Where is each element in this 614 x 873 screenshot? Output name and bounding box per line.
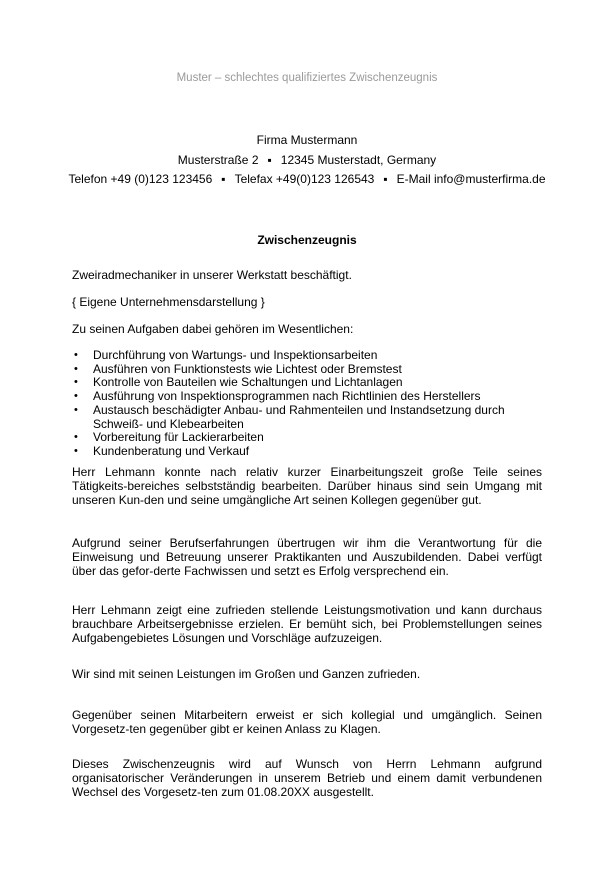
paragraph-2: Aufgrund seiner Berufserfahrungen übertrugen wir ihm die Verantwortung für die Einweisung und Betreuung unserer Praktikanten und Auszubildenden. Dabei verfügt über das gefor-derte Fachwissen und setzt es Erfolg versprechend ein.: [72, 536, 542, 578]
paragraph-5: Gegenüber seinen Mitarbeitern erweist er sich kollegial und umgänglich. Seinen Vorgesetz-ten gegenüber gibt er keinen Anlass zu Klagen.: [72, 708, 542, 736]
bullet-icon: •: [74, 390, 78, 403]
company-placeholder: { Eigene Unternehmensdarstellung }: [72, 295, 265, 309]
list-item: [72, 363, 542, 377]
separator-3: ▪: [383, 172, 388, 186]
list-item: [72, 349, 542, 363]
list-item: [72, 404, 542, 431]
task-text: Vorbereitung für Lackierarbeiten: [93, 430, 264, 445]
company-address: [0, 153, 614, 167]
list-item: [72, 431, 542, 445]
document-heading: Zwischenzeugnis: [257, 233, 357, 247]
paragraph-4: Wir sind mit seinen Leistungen im Großen und Ganzen zufrieden.: [72, 667, 421, 681]
bullet-icon: •: [74, 376, 78, 389]
task-text: Austausch beschädigter Anbau- und Rahmenteilen und Instandsetzung durch Schweiß- und Klebearbeiten: [93, 402, 505, 431]
paragraph-1: Herr Lehmann konnte nach relativ kurzer Einarbeitungszeit große Teile seines Tätigkeits-bereiches selbstständig bearbeiten. Darüber hinaus sind sein Umgang mit unseren Kun-den und seine umgängliche Art seinen Kollegen gegenüber gut.: [72, 465, 542, 507]
task-text: Ausführen von Funktionstests wie Lichtest oder Bremstest: [93, 361, 402, 376]
bullet-icon: •: [74, 431, 78, 444]
paragraph-6: Dieses Zwischenzeugnis wird auf Wunsch von Herrn Lehmann aufgrund organisatorischer Veränderungen in unserem Betrieb und einem damit verbundenen Wechsel des Vorgesetz-ten zum 01.08.20XX ausgestellt.: [72, 757, 542, 799]
list-item: [72, 376, 542, 390]
company-email: E-Mail info@musterfirma.de: [396, 172, 546, 186]
bullet-icon: •: [74, 403, 78, 416]
company-name: Firma Mustermann: [256, 133, 358, 147]
list-item: [72, 445, 542, 459]
company-street: Musterstraße 2: [177, 153, 259, 167]
list-item: [72, 390, 542, 404]
tasks-intro: Zu seinen Aufgaben dabei gehören im Wesentlichen:: [72, 322, 354, 336]
bullet-icon: •: [74, 349, 78, 361]
bullet-icon: •: [74, 444, 78, 457]
company-fax: Telefax +49(0)123 126543: [234, 172, 375, 186]
task-text: Kontrolle von Bauteilen wie Schaltungen und Lichtanlagen: [93, 375, 403, 390]
task-text: Durchführung von Wartungs- und Inspektionsarbeiten: [93, 348, 378, 362]
task-text: Ausführung von Inspektionsprogrammen nach Richtlinien des Herstellers: [93, 389, 481, 404]
intro-text: Zweiradmechaniker in unserer Werkstatt beschäftigt.: [72, 268, 352, 282]
company-phone: Telefon +49 (0)123 123456: [68, 172, 213, 186]
bullet-icon: •: [74, 362, 78, 375]
separator-2: ▪: [221, 172, 226, 186]
company-contact: [0, 172, 614, 186]
separator-1: ▪: [267, 153, 272, 167]
task-text: Kundenberatung und Verkauf: [93, 443, 250, 458]
document-watermark-title: Muster – schlechtes qualifiziertes Zwischenzeugnis: [176, 72, 438, 84]
company-city: 12345 Musterstadt, Germany: [280, 153, 437, 167]
task-list: [72, 349, 542, 459]
paragraph-3: Herr Lehmann zeigt eine zufrieden stellende Leistungsmotivation und kann durchaus brauchbare Arbeitsergebnisse erzielen. Er bemüht sich, bei Problemstellungen seines Aufgabengebietes Lösungen und Vorschläge aufzuzeigen.: [72, 603, 542, 645]
